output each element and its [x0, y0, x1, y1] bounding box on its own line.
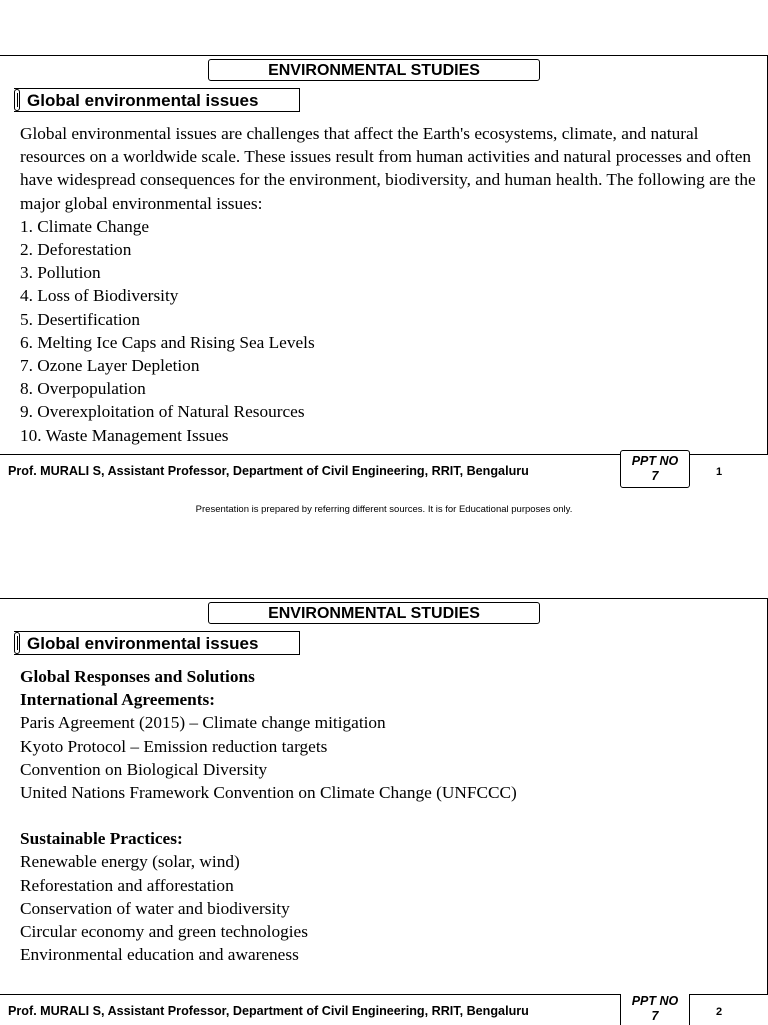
- list-item: 5. Desertification: [20, 309, 140, 329]
- list-item: 8. Overpopulation: [20, 379, 146, 399]
- list-item: Circular economy and green technologies: [20, 922, 308, 942]
- ppt-number: 7: [651, 469, 659, 483]
- list-item: 3. Pollution: [20, 263, 101, 283]
- slide-subtitle: [14, 88, 300, 112]
- slide-2: [0, 598, 768, 1025]
- page-number: 2: [716, 1006, 723, 1018]
- list-item: 10. Waste Management Issues: [20, 425, 229, 445]
- list-item: 2. Deforestation: [20, 240, 132, 260]
- footer-author: Prof. MURALI S, Assistant Professor, Department of Civil Engineering, RRIT, Bengaluru: [8, 1004, 529, 1018]
- slide-body: [0, 56, 768, 455]
- scroll-icon: [14, 632, 20, 654]
- slide-title: ENVIRONMENTAL STUDIES: [208, 59, 540, 81]
- ppt-number-badge: [620, 450, 690, 488]
- slide-title: ENVIRONMENTAL STUDIES: [208, 602, 540, 624]
- list-item: Kyoto Protocol – Emission reduction targets: [20, 736, 328, 756]
- ppt-number-badge: [620, 994, 690, 1025]
- agreements-heading: International Agreements:: [20, 690, 216, 710]
- issues-list: [20, 215, 760, 447]
- page-number: 1: [716, 466, 723, 478]
- ppt-label: PPT NO: [631, 994, 679, 1008]
- slide-content: [20, 122, 760, 447]
- list-item: Renewable energy (solar, wind): [20, 852, 240, 872]
- spacer: [20, 804, 760, 827]
- list-item: Paris Agreement (2015) – Climate change mitigation: [20, 713, 386, 733]
- practices-heading: Sustainable Practices:: [20, 829, 183, 849]
- slide-1: [0, 55, 768, 490]
- list-item: 7. Ozone Layer Depletion: [20, 356, 200, 376]
- slide-subtitle-text: Global environmental issues: [27, 634, 259, 653]
- slide-subtitle-text: Global environmental issues: [27, 91, 259, 110]
- list-item: Conservation of water and biodiversity: [20, 898, 290, 918]
- footer-author: Prof. MURALI S, Assistant Professor, Department of Civil Engineering, RRIT, Bengaluru: [8, 464, 529, 478]
- list-item: Reforestation and afforestation: [20, 875, 234, 895]
- list-item: 9. Overexploitation of Natural Resources: [20, 402, 305, 422]
- ppt-label: PPT NO: [631, 454, 679, 468]
- slide-body: [0, 599, 768, 995]
- ppt-number: 7: [651, 1009, 659, 1023]
- slide-footer: [0, 454, 768, 490]
- scroll-icon: [14, 89, 20, 111]
- list-item: 6. Melting Ice Caps and Rising Sea Levels: [20, 332, 315, 352]
- section-heading: Global Responses and Solutions: [20, 667, 255, 686]
- slide-footer: [0, 994, 768, 1025]
- intro-paragraph: Global environmental issues are challenges that affect the Earth's ecosystems, climate, and natural resources on a worldwide scale. These issues result from human activities and natural processes and often have widespread consequences for the environment, biodiversity, and human health. The following are the major global environmental issues:: [20, 124, 756, 213]
- list-item: United Nations Framework Convention on Climate Change (UNFCCC): [20, 783, 517, 803]
- list-item: 1. Climate Change: [20, 216, 150, 236]
- slide-subtitle: [14, 631, 300, 655]
- list-item: Convention on Biological Diversity: [20, 759, 268, 779]
- list-item: Environmental education and awareness: [20, 945, 299, 965]
- list-item: 4. Loss of Biodiversity: [20, 286, 179, 306]
- disclaimer: Presentation is prepared by referring different sources. It is for Educational purposes only.: [195, 504, 573, 515]
- slide-content: [20, 665, 760, 966]
